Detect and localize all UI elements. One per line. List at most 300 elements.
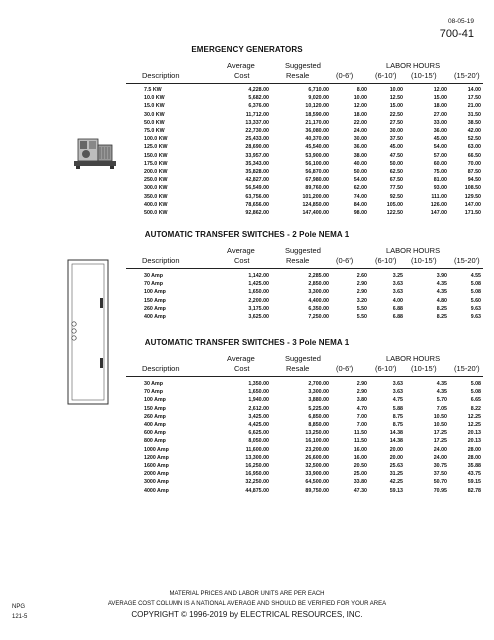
table-cell: 4.35: [436, 389, 447, 396]
table-cell: 45.00: [389, 144, 403, 151]
side-code-1: NPG: [12, 604, 26, 610]
table-row: [144, 160, 481, 168]
table-cell: 13,250.00: [305, 430, 329, 437]
table-cell: 3.63: [392, 381, 403, 387]
col-avg-label: Average: [227, 61, 255, 70]
table-cell: 171.50: [464, 210, 481, 217]
table-cell: 4,228.00: [248, 87, 269, 93]
transfer-switch-image: [60, 258, 116, 408]
table-cell: 8,050.00: [248, 438, 269, 445]
table-row: [144, 429, 481, 437]
table-cell: 74.00: [353, 193, 367, 200]
table-cell: 42.00: [467, 128, 481, 135]
table-row: [144, 454, 481, 462]
table-cell: 23,200.00: [305, 446, 329, 453]
row-description: 260 Amp: [144, 413, 166, 420]
table-cell: 52.50: [467, 136, 481, 143]
table-row: [144, 405, 481, 413]
row-description: 75.0 KW: [144, 128, 165, 135]
table-cell: 12.50: [389, 95, 403, 102]
table-cell: 7.00: [356, 413, 367, 420]
table-cell: 5.70: [436, 397, 447, 404]
row-description: 150 Amp: [144, 405, 166, 412]
table-row: [144, 470, 481, 478]
table-cell: 30.75: [433, 463, 447, 470]
table-cell: 21,170.00: [305, 119, 329, 126]
footer-note-2: AVERAGE COST COLUMN IS A NATIONAL AVERAGE AND SHOULD BE VERIFIED FOR YOUR AREA: [107, 601, 387, 607]
table-cell: 70.00: [467, 160, 481, 167]
col-range-10-15: (10-15'): [411, 256, 437, 265]
column-header-generators: [0, 60, 494, 84]
col-description: Description: [142, 364, 180, 373]
table-row: [144, 297, 481, 305]
table-cell: 92.50: [389, 193, 403, 200]
table-cell: 2,850.00: [308, 281, 329, 288]
table-row: [144, 94, 481, 102]
section-title-ats-2pole: AUTOMATIC TRANSFER SWITCHES - 2 Pole NEMA 1: [144, 230, 350, 239]
table-cell: 2,700.00: [308, 381, 329, 387]
col-range-15-20: (15-20'): [454, 364, 480, 373]
table-row: [144, 280, 481, 288]
table-cell: 32,250.00: [245, 479, 269, 486]
table-row: [144, 86, 481, 94]
table-cell: 12.00: [353, 103, 367, 110]
table-cell: 45,540.00: [305, 144, 329, 151]
table-cell: 17.25: [433, 438, 447, 445]
section-title-generators: EMERGENCY GENERATORS: [191, 45, 303, 54]
table-cell: 20.13: [467, 438, 481, 445]
table-row: [144, 313, 481, 321]
table-cell: 18.00: [433, 103, 447, 110]
col-range-6-10: (6-10'): [375, 256, 397, 265]
table-cell: 2.90: [356, 289, 367, 296]
table-row: [144, 143, 481, 151]
col-suggested-label: Suggested: [285, 61, 321, 70]
table-cell: 20.00: [389, 446, 403, 453]
row-description: 3000 Amp: [144, 479, 169, 486]
table-cell: 16.00: [353, 454, 367, 461]
table-cell: 2,612.00: [248, 405, 269, 412]
side-code-2: 121-5: [12, 614, 28, 620]
table-cell: 3.63: [392, 289, 403, 296]
table-cell: 50.70: [433, 479, 447, 486]
table-cell: 38.00: [353, 152, 367, 159]
row-description: 70 Amp: [144, 389, 163, 396]
table-cell: 20.50: [353, 463, 367, 470]
table-cell: 56,870.00: [305, 169, 329, 176]
row-description: 175.0 KW: [144, 160, 168, 167]
table-cell: 4.35: [436, 381, 447, 387]
table-cell: 4.35: [436, 289, 447, 296]
generator-image: [72, 135, 118, 171]
table-cell: 5.08: [470, 389, 481, 396]
table-cell: 70.95: [433, 487, 447, 494]
table-cell: 1,940.00: [248, 397, 269, 404]
table-cell: 89,760.00: [305, 185, 329, 192]
table-cell: 122.50: [386, 210, 403, 217]
row-description: 500.0 KW: [144, 210, 168, 217]
table-cell: 22.00: [353, 119, 367, 126]
row-description: 50.0 KW: [144, 119, 165, 126]
table-cell: 101,200.00: [302, 193, 329, 200]
table-cell: 2.90: [356, 389, 367, 396]
table-cell: 47.50: [389, 152, 403, 159]
table-cell: 13,300.00: [245, 454, 269, 461]
table-cell: 15.00: [389, 103, 403, 110]
row-description: 100.0 KW: [144, 136, 168, 143]
table-cell: 9.63: [470, 314, 481, 321]
table-cell: 5,225.00: [308, 405, 329, 412]
row-description: 4000 Amp: [144, 487, 169, 494]
table-cell: 35.88: [467, 463, 481, 470]
table-cell: 6,710.00: [308, 87, 329, 93]
table-cell: 38.50: [467, 119, 481, 126]
table-cell: 50.00: [353, 169, 367, 176]
footer-note-1: MATERIAL PRICES AND LABOR UNITS ARE PER EACH: [169, 591, 325, 597]
table-cell: 62.00: [353, 185, 367, 192]
table-cell: 5,682.00: [248, 95, 269, 102]
table-cell: 47.30: [353, 487, 367, 494]
table-cell: 13,337.00: [245, 119, 269, 126]
row-description: 150 Amp: [144, 297, 166, 304]
table-cell: 108.50: [464, 185, 481, 192]
table-row: [144, 111, 481, 119]
table-cell: 24.00: [433, 454, 447, 461]
ats-2pole-table: [144, 272, 481, 321]
row-description: 70 Amp: [144, 281, 163, 288]
col-cost: Cost: [234, 256, 250, 265]
table-row: [144, 193, 481, 201]
table-row: [144, 388, 481, 396]
col-range-6-10: (6-10'): [375, 71, 397, 80]
col-labor-label: LABOR: [386, 354, 412, 363]
table-row: [144, 380, 481, 388]
table-cell: 5.08: [470, 381, 481, 387]
table-cell: 50.00: [389, 160, 403, 167]
header-rule: [126, 83, 483, 84]
table-cell: 3,300.00: [308, 389, 329, 396]
table-cell: 28.00: [467, 446, 481, 453]
table-row: [144, 119, 481, 127]
table-cell: 81.00: [433, 177, 447, 184]
table-cell: 3.90: [436, 273, 447, 279]
table-cell: 2.90: [356, 281, 367, 288]
table-cell: 147,400.00: [302, 210, 329, 217]
table-cell: 93.00: [433, 185, 447, 192]
table-cell: 3.63: [392, 281, 403, 288]
table-cell: 9,020.00: [308, 95, 329, 102]
table-cell: 6,625.00: [248, 430, 269, 437]
table-cell: 1,650.00: [248, 289, 269, 296]
col-range-10-15: (10-15'): [411, 71, 437, 80]
table-cell: 8.22: [470, 405, 481, 412]
section-title-ats-3pole: AUTOMATIC TRANSFER SWITCHES - 3 Pole NEMA 1: [144, 338, 350, 347]
table-cell: 111.00: [431, 193, 447, 200]
row-description: 7.5 KW: [144, 87, 162, 93]
table-row: [144, 478, 481, 486]
table-cell: 4.55: [470, 273, 481, 279]
table-cell: 22.50: [389, 111, 403, 118]
table-row: [144, 209, 481, 217]
table-cell: 75.00: [433, 169, 447, 176]
table-cell: 30.00: [389, 128, 403, 135]
table-cell: 36,080.00: [305, 128, 329, 135]
table-cell: 14.38: [389, 438, 403, 445]
table-cell: 40.00: [353, 160, 367, 167]
col-suggested-label: Suggested: [285, 354, 321, 363]
table-row: [144, 413, 481, 421]
table-row: [144, 305, 481, 313]
table-cell: 5.50: [356, 305, 367, 312]
table-cell: 3.80: [356, 397, 367, 404]
table-cell: 4.70: [356, 405, 367, 412]
table-cell: 2,200.00: [248, 297, 269, 304]
table-cell: 44,875.00: [245, 487, 269, 494]
table-cell: 17.50: [467, 95, 481, 102]
table-cell: 8.25: [436, 305, 447, 312]
table-cell: 27.00: [433, 111, 447, 118]
table-cell: 7.00: [356, 422, 367, 429]
col-resale: Resale: [286, 256, 310, 265]
row-description: 400 Amp: [144, 422, 166, 429]
table-cell: 67,980.00: [305, 177, 329, 184]
row-description: 15.0 KW: [144, 103, 165, 110]
row-description: 30 Amp: [144, 381, 163, 387]
row-description: 30.0 KW: [144, 111, 165, 118]
table-cell: 54.00: [433, 144, 447, 151]
table-cell: 4.00: [392, 297, 403, 304]
row-description: 1200 Amp: [144, 454, 169, 461]
table-cell: 8.25: [436, 314, 447, 321]
table-cell: 6.88: [392, 314, 403, 321]
page-code: 700-41: [439, 28, 474, 40]
table-cell: 11.50: [354, 438, 367, 445]
col-range-0-6: (0-6'): [336, 256, 354, 265]
table-cell: 40,370.00: [305, 136, 329, 143]
table-cell: 27.50: [389, 119, 403, 126]
table-cell: 56,549.00: [245, 185, 269, 192]
table-cell: 8,850.00: [308, 422, 329, 429]
table-cell: 10.50: [433, 413, 447, 420]
col-hours-label: HOURS: [413, 246, 441, 255]
table-cell: 1,350.00: [248, 381, 269, 387]
col-description: Description: [142, 71, 180, 80]
table-cell: 36.00: [433, 128, 447, 135]
table-cell: 59.13: [389, 487, 403, 494]
table-cell: 30.00: [353, 136, 367, 143]
table-cell: 36.00: [353, 144, 367, 151]
table-row: [144, 201, 481, 209]
row-description: 350.0 KW: [144, 193, 168, 200]
table-cell: 6.88: [392, 305, 403, 312]
table-cell: 25.00: [353, 471, 367, 478]
table-cell: 2,285.00: [308, 273, 329, 279]
table-cell: 35,343.00: [245, 160, 269, 167]
col-avg-label: Average: [227, 354, 255, 363]
table-cell: 26,600.00: [305, 454, 329, 461]
header-rule: [126, 376, 483, 377]
table-cell: 4,400.00: [308, 297, 329, 304]
generators-table: [144, 86, 481, 217]
col-labor-label: LABOR: [386, 246, 412, 255]
table-row: [144, 127, 481, 135]
col-range-0-6: (0-6'): [336, 364, 354, 373]
table-row: [144, 437, 481, 445]
table-cell: 54.00: [353, 177, 367, 184]
row-description: 30 Amp: [144, 273, 163, 279]
row-description: 260 Amp: [144, 305, 166, 312]
row-description: 150.0 KW: [144, 152, 168, 159]
table-cell: 67.50: [389, 177, 403, 184]
table-cell: 22,730.00: [245, 128, 269, 135]
table-cell: 10.00: [389, 87, 403, 93]
header-rule: [126, 268, 483, 269]
table-cell: 33.00: [433, 119, 447, 126]
col-range-15-20: (15-20'): [454, 71, 480, 80]
table-cell: 3,175.00: [248, 305, 269, 312]
table-cell: 32,500.00: [305, 463, 329, 470]
table-row: [144, 135, 481, 143]
row-description: 400 Amp: [144, 314, 166, 321]
table-cell: 87.50: [467, 169, 481, 176]
table-row: [144, 102, 481, 110]
table-row: [144, 184, 481, 192]
table-cell: 31.50: [467, 111, 481, 118]
table-cell: 25,433.00: [245, 136, 269, 143]
table-cell: 28,690.00: [245, 144, 269, 151]
table-cell: 92,862.00: [245, 210, 269, 217]
table-cell: 98.00: [353, 210, 367, 217]
table-cell: 6,850.00: [308, 413, 329, 420]
table-cell: 16,100.00: [305, 438, 329, 445]
table-cell: 28.00: [467, 454, 481, 461]
table-cell: 8.75: [392, 422, 403, 429]
table-cell: 124,850.00: [302, 201, 329, 208]
table-cell: 43.75: [467, 471, 481, 478]
table-cell: 1,425.00: [248, 281, 269, 288]
row-description: 100 Amp: [144, 289, 166, 296]
table-cell: 89,750.00: [305, 487, 329, 494]
table-cell: 57.00: [433, 152, 447, 159]
table-cell: 147.00: [464, 201, 481, 208]
row-description: 300.0 KW: [144, 185, 168, 192]
col-range-10-15: (10-15'): [411, 364, 437, 373]
table-cell: 11,600.00: [245, 446, 269, 453]
table-cell: 7,250.00: [308, 314, 329, 321]
table-cell: 7.05: [436, 405, 447, 412]
table-cell: 77.50: [389, 185, 403, 192]
table-cell: 94.50: [467, 177, 481, 184]
table-cell: 129.50: [464, 193, 481, 200]
table-cell: 11.50: [354, 430, 367, 437]
table-cell: 18,590.00: [305, 111, 329, 118]
table-row: [144, 396, 481, 404]
table-cell: 5.60: [470, 297, 481, 304]
table-cell: 4.75: [392, 397, 403, 404]
table-cell: 5.08: [470, 289, 481, 296]
table-cell: 16.00: [353, 446, 367, 453]
table-cell: 37.50: [389, 136, 403, 143]
table-cell: 3.25: [392, 273, 403, 279]
col-resale: Resale: [286, 364, 310, 373]
table-cell: 15.00: [433, 95, 447, 102]
table-cell: 53,900.00: [305, 152, 329, 159]
col-cost: Cost: [234, 364, 250, 373]
table-cell: 3.63: [392, 389, 403, 396]
row-description: 10.0 KW: [144, 95, 165, 102]
copyright: COPYRIGHT © 1996-2019 by ELECTRICAL RESOURCES, INC.: [131, 610, 363, 619]
table-cell: 105.00: [386, 201, 403, 208]
table-cell: 4,425.00: [248, 422, 269, 429]
table-cell: 17.25: [433, 430, 447, 437]
table-cell: 5.50: [356, 314, 367, 321]
table-cell: 64,500.00: [305, 479, 329, 486]
table-cell: 33,957.00: [245, 152, 269, 159]
table-cell: 16,950.00: [245, 471, 269, 478]
col-suggested-label: Suggested: [285, 246, 321, 255]
table-cell: 21.00: [467, 103, 481, 110]
col-description: Description: [142, 256, 180, 265]
table-cell: 3.20: [356, 297, 367, 304]
table-cell: 63,756.00: [245, 193, 269, 200]
table-cell: 12.25: [467, 413, 481, 420]
table-row: [144, 152, 481, 160]
table-row: [144, 421, 481, 429]
table-row: [144, 446, 481, 454]
row-description: 250.0 KW: [144, 177, 168, 184]
col-cost: Cost: [234, 71, 250, 80]
table-cell: 9.63: [470, 305, 481, 312]
row-description: 600 Amp: [144, 430, 166, 437]
table-cell: 20.00: [389, 454, 403, 461]
table-cell: 45.00: [433, 136, 447, 143]
table-cell: 16,250.00: [245, 463, 269, 470]
table-cell: 10.50: [433, 422, 447, 429]
table-cell: 20.13: [467, 430, 481, 437]
table-cell: 5.88: [392, 405, 403, 412]
table-cell: 10,120.00: [305, 103, 329, 110]
col-resale: Resale: [286, 71, 310, 80]
col-range-15-20: (15-20'): [454, 256, 480, 265]
table-cell: 3,880.00: [308, 397, 329, 404]
table-cell: 3,425.00: [248, 413, 269, 420]
table-cell: 14.38: [389, 430, 403, 437]
table-cell: 31.25: [389, 471, 403, 478]
table-cell: 33.80: [353, 479, 367, 486]
table-cell: 82.78: [467, 487, 481, 494]
col-labor-label: LABOR: [386, 61, 412, 70]
table-cell: 14.00: [467, 87, 481, 93]
table-cell: 4.80: [436, 297, 447, 304]
table-cell: 56,100.00: [305, 160, 329, 167]
table-row: [144, 487, 481, 495]
col-hours-label: HOURS: [413, 354, 441, 363]
table-cell: 24.00: [433, 446, 447, 453]
table-cell: 12.25: [467, 422, 481, 429]
col-range-6-10: (6-10'): [375, 364, 397, 373]
table-cell: 60.00: [433, 160, 447, 167]
ats-3pole-table: [144, 380, 481, 495]
table-row: [144, 176, 481, 184]
table-cell: 1,142.00: [248, 273, 269, 279]
row-description: 1600 Amp: [144, 463, 169, 470]
table-cell: 11,712.00: [245, 111, 269, 118]
table-cell: 78,656.00: [245, 201, 269, 208]
table-row: [144, 462, 481, 470]
table-row: [144, 272, 481, 280]
table-cell: 63.00: [467, 144, 481, 151]
table-cell: 33,900.00: [305, 471, 329, 478]
